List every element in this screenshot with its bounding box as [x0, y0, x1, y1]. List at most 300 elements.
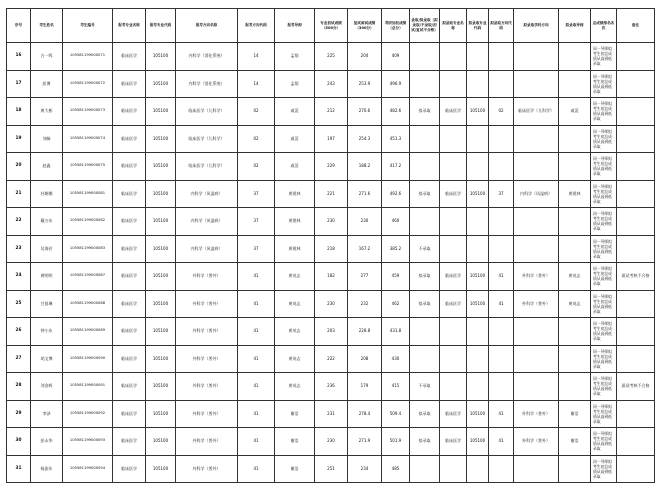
seq-cell: 21 — [7, 180, 31, 208]
exam-id-cell: 105581199000081 — [63, 180, 113, 208]
status-cell: 不录取 — [410, 373, 440, 401]
major-code-cell: 105100 — [146, 455, 176, 483]
admit-dir-code-cell — [489, 43, 514, 71]
table-row — [7, 70, 655, 98]
initial-score-cell: 230 — [315, 208, 348, 236]
direction-code-cell: 02 — [238, 153, 275, 181]
direction-code-cell: 14 — [238, 43, 275, 71]
rank-note-cell: 同一导师拟考生初总成绩从高到低录取 — [591, 290, 617, 318]
seq-cell: 29 — [7, 400, 31, 428]
admit-code-cell: 105100 — [467, 290, 489, 318]
table-row — [7, 428, 655, 456]
admit-tutor-cell — [559, 318, 591, 346]
table-row — [7, 400, 655, 428]
initial-score-cell: 203 — [315, 318, 348, 346]
column-header: 报考方向代码 — [238, 9, 275, 43]
admit-code-cell — [467, 43, 489, 71]
status-cell: 拟录取 — [410, 180, 440, 208]
direction-cell: 临床医学（儿科学） — [176, 153, 238, 181]
name-cell: 黄大彬 — [31, 98, 63, 126]
major-cell: 临床医学 — [113, 98, 146, 126]
admit-code-cell — [467, 208, 489, 236]
seq-cell: 28 — [7, 373, 31, 401]
table-row — [7, 345, 655, 373]
admit-major-cell — [440, 373, 467, 401]
major-code-cell: 105100 — [146, 125, 176, 153]
major-cell: 临床医学 — [113, 43, 146, 71]
remark-cell — [617, 153, 655, 181]
table-row — [7, 98, 655, 126]
admit-tutor-cell: 黄建林 — [559, 180, 591, 208]
rank-note-cell: 同一导师拟考生初总成绩从高到低录取 — [591, 428, 617, 456]
status-cell: 拟录取 — [410, 400, 440, 428]
admit-tutor-cell: 黄英志 — [559, 263, 591, 291]
column-header: 拟录取专业名称 — [440, 9, 467, 43]
admit-dir-code-cell: 02 — [489, 98, 514, 126]
direction-code-cell: 37 — [238, 180, 275, 208]
major-code-cell: 105100 — [146, 98, 176, 126]
direction-cell: 外科学（普外） — [176, 373, 238, 401]
admit-major-cell — [440, 318, 467, 346]
column-header: 序号 — [7, 9, 31, 43]
name-cell: 刘金辉 — [31, 373, 63, 401]
major-code-cell: 105100 — [146, 345, 176, 373]
tutor-cell: 黄英志 — [275, 318, 315, 346]
admit-tutor-cell: 谢浩 — [559, 400, 591, 428]
direction-cell: 外科学（普外） — [176, 318, 238, 346]
admit-code-cell — [467, 455, 489, 483]
rank-note-cell: 同一导师拟考生初总成绩从高到低录取 — [591, 373, 617, 401]
column-header: 报考导师 — [275, 9, 315, 43]
tutor-cell: 黄英志 — [275, 263, 315, 291]
admit-direction-cell: 外科学（普外） — [514, 290, 559, 318]
interview-score-cell: 253.9 — [348, 70, 382, 98]
direction-cell: 外科学（普外） — [176, 345, 238, 373]
tutor-cell: 谢浩 — [275, 400, 315, 428]
exam-id-cell: 105581199000093 — [63, 428, 113, 456]
interview-score-cell: 204 — [348, 43, 382, 71]
remark-cell — [617, 98, 655, 126]
total-score-cell: 482.6 — [382, 98, 410, 126]
exam-id-cell: 105581199000082 — [63, 208, 113, 236]
admit-direction-cell — [514, 153, 559, 181]
tutor-cell: 谢浩 — [275, 428, 315, 456]
direction-cell: 外科学（普外） — [176, 428, 238, 456]
admit-code-cell: 105100 — [467, 428, 489, 456]
admit-major-cell — [440, 153, 467, 181]
column-header: 考生编号 — [63, 9, 113, 43]
admit-dir-code-cell — [489, 125, 514, 153]
interview-score-cell: 254.3 — [348, 125, 382, 153]
interview-score-cell: 167.2 — [348, 235, 382, 263]
table-row — [7, 318, 655, 346]
admit-direction-cell — [514, 345, 559, 373]
tutor-cell: 孟翔 — [275, 43, 315, 71]
exam-id-cell: 105581199000088 — [63, 290, 113, 318]
table-row — [7, 125, 655, 153]
exam-id-cell: 105581199000091 — [63, 373, 113, 401]
name-cell: 杜婀娜 — [31, 180, 63, 208]
direction-code-cell: 41 — [238, 428, 275, 456]
seq-cell: 16 — [7, 43, 31, 71]
direction-cell: 内科学（风湿病） — [176, 208, 238, 236]
remark-cell — [617, 208, 655, 236]
admit-code-cell: 105100 — [467, 98, 489, 126]
admit-code-cell — [467, 318, 489, 346]
tutor-cell: 戚荛 — [275, 98, 315, 126]
direction-code-cell: 37 — [238, 235, 275, 263]
remark-cell — [617, 455, 655, 483]
admit-tutor-cell: 谢浩 — [559, 428, 591, 456]
major-code-cell: 105100 — [146, 235, 176, 263]
column-header: 录取/拟录取（拟录取/不录取/初试/复试不合格） — [410, 9, 440, 43]
initial-score-cell: 197 — [315, 125, 348, 153]
admit-direction-cell: 外科学（普外） — [514, 400, 559, 428]
name-cell: 彭博 — [31, 70, 63, 98]
rank-note-cell: 同一导师拟考生初总成绩从高到低录取 — [591, 208, 617, 236]
total-score-cell: 385.2 — [382, 235, 410, 263]
admit-major-cell — [440, 235, 467, 263]
rank-note-cell: 同一导师拟考生初总成绩从高到低录取 — [591, 400, 617, 428]
rank-note-cell: 同一导师拟考生初总成绩从高到低录取 — [591, 125, 617, 153]
remark-cell — [617, 345, 655, 373]
direction-cell: 内科学（消化系统） — [176, 43, 238, 71]
direction-code-cell: 41 — [238, 373, 275, 401]
major-code-cell: 105100 — [146, 208, 176, 236]
admit-dir-code-cell — [489, 208, 514, 236]
total-score-cell: 460 — [382, 208, 410, 236]
table-row — [7, 455, 655, 483]
admit-code-cell — [467, 70, 489, 98]
major-cell: 临床医学 — [113, 455, 146, 483]
column-header: 报考方向名称 — [176, 9, 238, 43]
seq-cell: 22 — [7, 208, 31, 236]
rank-note-cell: 同一导师拟考生初总成绩从高到低录取 — [591, 180, 617, 208]
admit-direction-cell — [514, 455, 559, 483]
major-cell: 临床医学 — [113, 345, 146, 373]
admit-tutor-cell — [559, 153, 591, 181]
admit-major-cell — [440, 345, 467, 373]
interview-score-cell: 188.2 — [348, 153, 382, 181]
admit-dir-code-cell: 41 — [489, 428, 514, 456]
table-row — [7, 208, 655, 236]
name-cell: 戴万东 — [31, 208, 63, 236]
name-cell: 钟小东 — [31, 318, 63, 346]
name-cell: 吴海若 — [31, 235, 63, 263]
tutor-cell: 谢浩 — [275, 455, 315, 483]
column-header: 拟录取方向代码 — [489, 9, 514, 43]
major-cell: 临床医学 — [113, 318, 146, 346]
direction-code-cell: 41 — [238, 400, 275, 428]
admit-major-cell — [440, 43, 467, 71]
total-score-cell: 459 — [382, 263, 410, 291]
admit-direction-cell: 外科学（普外） — [514, 428, 559, 456]
direction-cell: 内科学（消化系统） — [176, 70, 238, 98]
admit-dir-code-cell — [489, 373, 514, 401]
direction-code-cell: 02 — [238, 125, 275, 153]
status-cell: 拟录取 — [410, 263, 440, 291]
admit-direction-cell: 外科学（普外） — [514, 263, 559, 291]
status-cell — [410, 318, 440, 346]
admit-dir-code-cell: 41 — [489, 290, 514, 318]
initial-score-cell: 236 — [315, 373, 348, 401]
seq-cell: 27 — [7, 345, 31, 373]
exam-id-cell: 105581199000075 — [63, 153, 113, 181]
direction-code-cell: 37 — [238, 208, 275, 236]
remark-cell — [617, 400, 655, 428]
total-score-cell: 451.3 — [382, 125, 410, 153]
interview-score-cell: 234 — [348, 455, 382, 483]
major-code-cell: 105100 — [146, 428, 176, 456]
rank-note-cell: 同一导师拟考生初总成绩从高到低录取 — [591, 318, 617, 346]
seq-cell: 18 — [7, 98, 31, 126]
direction-cell: 外科学（普外） — [176, 290, 238, 318]
admit-code-cell — [467, 153, 489, 181]
rank-note-cell: 同一导师拟考生初总成绩从高到低录取 — [591, 98, 617, 126]
status-cell — [410, 70, 440, 98]
admit-code-cell: 105100 — [467, 400, 489, 428]
major-cell: 临床医学 — [113, 70, 146, 98]
major-cell: 临床医学 — [113, 373, 146, 401]
admit-major-cell: 临床医学 — [440, 180, 467, 208]
admit-code-cell — [467, 125, 489, 153]
admit-direction-cell — [514, 70, 559, 98]
total-score-cell: 485 — [382, 455, 410, 483]
table-row — [7, 43, 655, 71]
admit-dir-code-cell — [489, 318, 514, 346]
status-cell — [410, 208, 440, 236]
major-code-cell: 105100 — [146, 400, 176, 428]
admit-direction-cell — [514, 235, 559, 263]
table-row — [7, 263, 655, 291]
admit-major-cell — [440, 70, 467, 98]
admit-tutor-cell: 戚荛 — [559, 98, 591, 126]
total-score-cell: 415 — [382, 373, 410, 401]
major-code-cell: 105100 — [146, 290, 176, 318]
exam-id-cell: 105581199000087 — [63, 263, 113, 291]
tutor-cell: 戚荛 — [275, 153, 315, 181]
initial-score-cell: 230 — [315, 428, 348, 456]
header-row — [7, 9, 655, 43]
direction-cell: 内科学（风湿病） — [176, 180, 238, 208]
column-header: 总成绩排名名次 — [591, 9, 617, 43]
seq-cell: 26 — [7, 318, 31, 346]
rank-note-cell: 同一导师拟考生初总成绩从高到低录取 — [591, 345, 617, 373]
name-cell: 彭永华 — [31, 428, 63, 456]
total-score-cell: 496.9 — [382, 70, 410, 98]
admit-dir-code-cell: 41 — [489, 400, 514, 428]
tutor-cell: 黄建林 — [275, 235, 315, 263]
admit-major-cell: 临床医学 — [440, 263, 467, 291]
direction-cell: 临床医学（儿科学） — [176, 125, 238, 153]
initial-score-cell: 221 — [315, 180, 348, 208]
direction-code-cell: 41 — [238, 345, 275, 373]
rank-note-cell: 同一导师拟考生初总成绩从高到低录取 — [591, 70, 617, 98]
name-cell: 刘畅 — [31, 125, 63, 153]
name-cell: 杨流年 — [31, 455, 63, 483]
status-cell — [410, 153, 440, 181]
initial-score-cell: 231 — [315, 400, 348, 428]
exam-id-cell: 105581199000083 — [63, 235, 113, 263]
seq-cell: 20 — [7, 153, 31, 181]
total-score-cell: 430 — [382, 345, 410, 373]
admit-dir-code-cell — [489, 153, 514, 181]
column-header: 考研加权成绩（总分） — [382, 9, 410, 43]
name-cell: 甘贤琳 — [31, 290, 63, 318]
major-cell: 临床医学 — [113, 208, 146, 236]
seq-cell: 30 — [7, 428, 31, 456]
admit-direction-cell — [514, 43, 559, 71]
exam-id-cell: 105581199000072 — [63, 70, 113, 98]
admit-tutor-cell — [559, 345, 591, 373]
major-cell: 临床医学 — [113, 400, 146, 428]
column-header: 报考专业代码 — [146, 9, 176, 43]
exam-id-cell: 105581199000094 — [63, 455, 113, 483]
remark-cell — [617, 43, 655, 71]
admit-direction-cell — [514, 318, 559, 346]
admit-major-cell: 临床医学 — [440, 98, 467, 126]
column-header: 专业初试成绩（500分） — [315, 9, 348, 43]
status-cell: 不录取 — [410, 235, 440, 263]
status-cell — [410, 43, 440, 71]
major-code-cell: 105100 — [146, 70, 176, 98]
table-row — [7, 373, 655, 401]
major-code-cell: 105100 — [146, 373, 176, 401]
direction-code-cell: 41 — [238, 455, 275, 483]
tutor-cell: 黄英志 — [275, 373, 315, 401]
admit-dir-code-cell — [489, 345, 514, 373]
major-cell: 临床医学 — [113, 180, 146, 208]
direction-cell: 外科学（普外） — [176, 455, 238, 483]
total-score-cell: 431.8 — [382, 318, 410, 346]
status-cell: 拟录取 — [410, 98, 440, 126]
direction-code-cell: 41 — [238, 318, 275, 346]
total-score-cell: 492.6 — [382, 180, 410, 208]
seq-cell: 25 — [7, 290, 31, 318]
rank-note-cell: 同一导师拟考生初总成绩从高到低录取 — [591, 153, 617, 181]
initial-score-cell: 243 — [315, 70, 348, 98]
admit-tutor-cell — [559, 373, 591, 401]
remark-cell — [617, 318, 655, 346]
exam-id-cell: 105581199000073 — [63, 98, 113, 126]
major-cell: 临床医学 — [113, 235, 146, 263]
tutor-cell: 黄建林 — [275, 208, 315, 236]
remark-cell — [617, 290, 655, 318]
column-header: 考生姓名 — [31, 9, 63, 43]
remark-cell — [617, 180, 655, 208]
name-cell: 古一鸣 — [31, 43, 63, 71]
major-code-cell: 105100 — [146, 318, 176, 346]
remark-cell: 面试考核不合格 — [617, 263, 655, 291]
admit-tutor-cell — [559, 43, 591, 71]
admission-table — [6, 8, 655, 483]
major-cell: 临床医学 — [113, 263, 146, 291]
direction-cell: 外科学（普外） — [176, 400, 238, 428]
tutor-cell: 戚荛 — [275, 125, 315, 153]
major-code-cell: 105100 — [146, 153, 176, 181]
total-score-cell: 417.2 — [382, 153, 410, 181]
major-code-cell: 105100 — [146, 263, 176, 291]
exam-id-cell: 105581199000089 — [63, 318, 113, 346]
direction-cell: 临床医学（儿科学） — [176, 98, 238, 126]
column-header: 拟录取专业代码 — [467, 9, 489, 43]
admit-dir-code-cell — [489, 455, 514, 483]
status-cell — [410, 455, 440, 483]
tutor-cell: 黄英志 — [275, 290, 315, 318]
status-cell: 拟录取 — [410, 290, 440, 318]
exam-id-cell: 105581199000074 — [63, 125, 113, 153]
direction-code-cell: 41 — [238, 290, 275, 318]
major-cell: 临床医学 — [113, 125, 146, 153]
admit-direction-cell — [514, 373, 559, 401]
direction-code-cell: 14 — [238, 70, 275, 98]
exam-id-cell: 105581199000071 — [63, 43, 113, 71]
seq-cell: 17 — [7, 70, 31, 98]
remark-cell — [617, 125, 655, 153]
admit-major-cell: 临床医学 — [440, 290, 467, 318]
initial-score-cell: 230 — [315, 290, 348, 318]
name-cell: 李泽 — [31, 400, 63, 428]
rank-note-cell: 同一导师拟考生初总成绩从高到低录取 — [591, 263, 617, 291]
major-cell: 临床医学 — [113, 290, 146, 318]
interview-score-cell: 270.6 — [348, 98, 382, 126]
admit-tutor-cell — [559, 235, 591, 263]
seq-cell: 23 — [7, 235, 31, 263]
column-header: 备注 — [617, 9, 655, 43]
name-cell: 赵鑫 — [31, 153, 63, 181]
admit-code-cell: 105100 — [467, 180, 489, 208]
direction-code-cell: 02 — [238, 98, 275, 126]
admit-direction-cell: 内科学（风湿病） — [514, 180, 559, 208]
admit-tutor-cell — [559, 125, 591, 153]
interview-score-cell: 179 — [348, 373, 382, 401]
interview-score-cell: 271.9 — [348, 428, 382, 456]
interview-score-cell: 277 — [348, 263, 382, 291]
total-score-cell: 409 — [382, 43, 410, 71]
admit-dir-code-cell — [489, 70, 514, 98]
name-cell: 黄明明 — [31, 263, 63, 291]
admit-code-cell — [467, 235, 489, 263]
admit-major-cell — [440, 125, 467, 153]
table-row — [7, 153, 655, 181]
remark-cell: 面试考核不合格 — [617, 373, 655, 401]
total-score-cell: 501.9 — [382, 428, 410, 456]
admit-code-cell: 105100 — [467, 263, 489, 291]
admit-dir-code-cell — [489, 235, 514, 263]
initial-score-cell: 229 — [315, 153, 348, 181]
initial-score-cell: 251 — [315, 455, 348, 483]
admit-tutor-cell — [559, 455, 591, 483]
admit-direction-cell — [514, 208, 559, 236]
tutor-cell: 黄建林 — [275, 180, 315, 208]
interview-score-cell: 228.8 — [348, 318, 382, 346]
admit-code-cell — [467, 373, 489, 401]
remark-cell — [617, 235, 655, 263]
admit-major-cell — [440, 455, 467, 483]
admit-dir-code-cell: 41 — [489, 263, 514, 291]
direction-cell: 内科学（风湿病） — [176, 235, 238, 263]
admit-dir-code-cell: 37 — [489, 180, 514, 208]
exam-id-cell: 105581199000090 — [63, 345, 113, 373]
exam-id-cell: 105581199000092 — [63, 400, 113, 428]
admit-code-cell — [467, 345, 489, 373]
initial-score-cell: 182 — [315, 263, 348, 291]
tutor-cell: 黄英志 — [275, 345, 315, 373]
major-cell: 临床医学 — [113, 153, 146, 181]
seq-cell: 24 — [7, 263, 31, 291]
admit-tutor-cell — [559, 70, 591, 98]
rank-note-cell: 同一导师拟考生初总成绩从高到低录取 — [591, 455, 617, 483]
